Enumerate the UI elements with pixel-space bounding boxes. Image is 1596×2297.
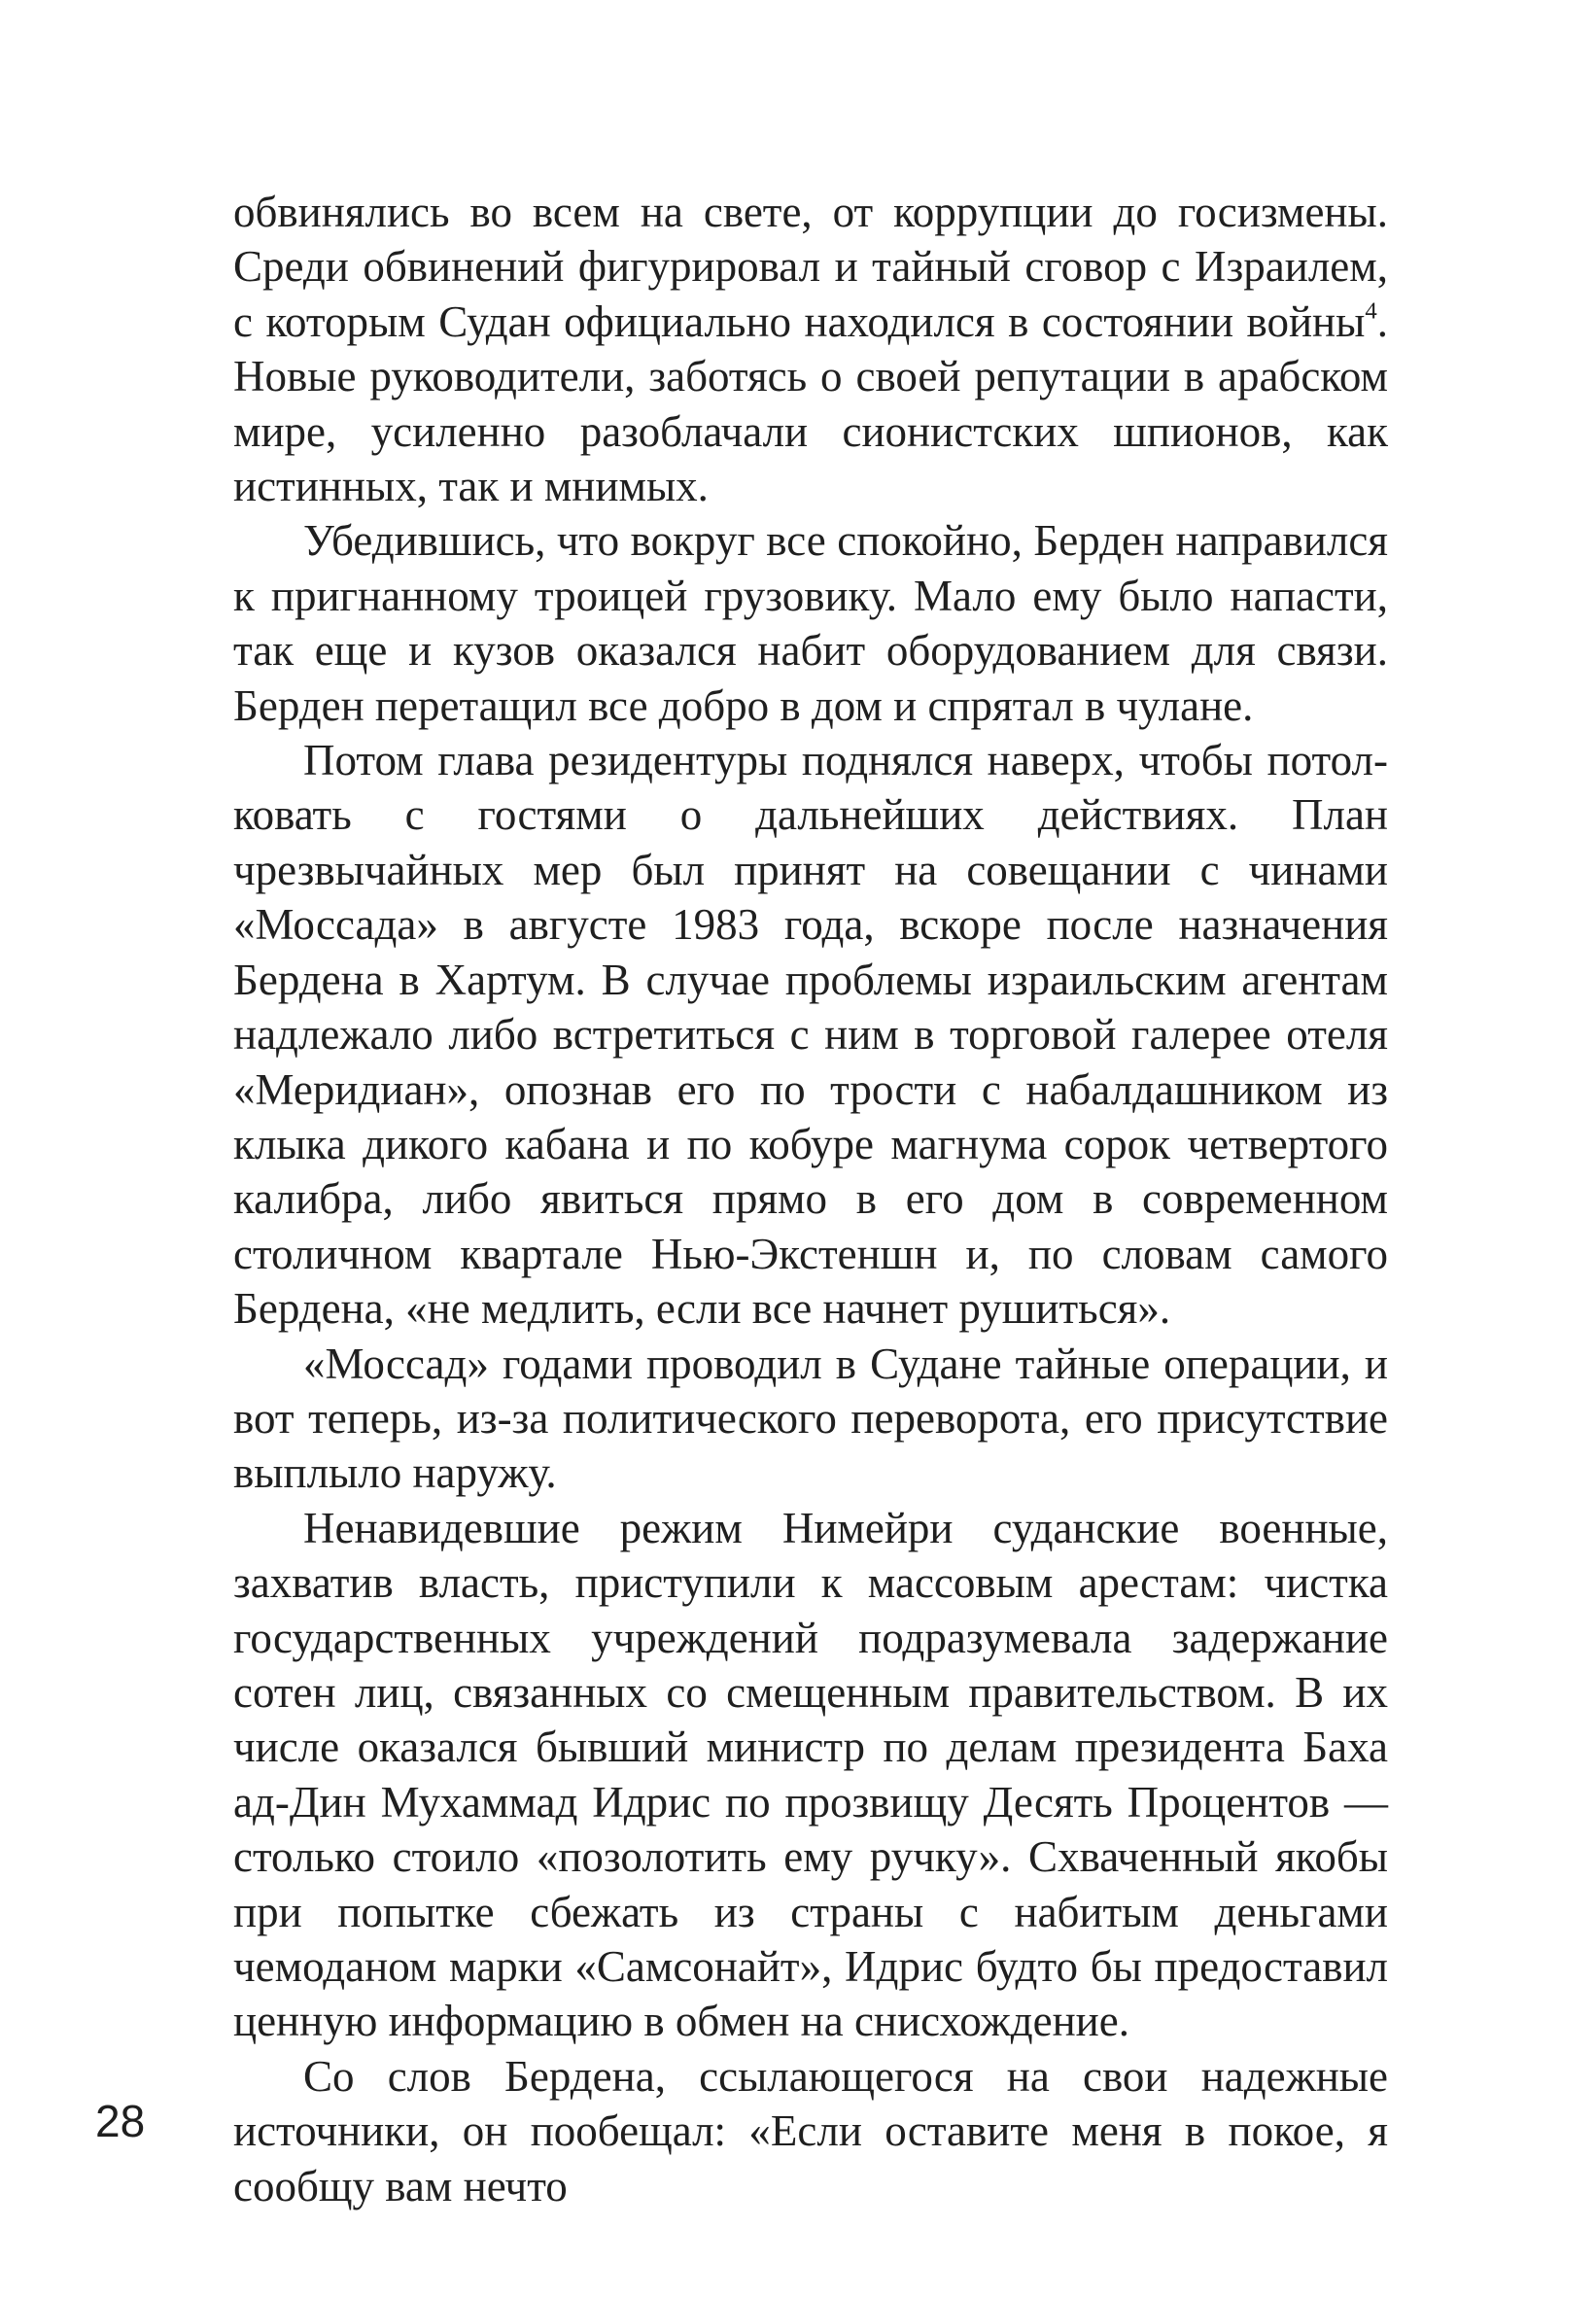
page-number: 28: [95, 2096, 146, 2146]
body-text: [233, 185, 1388, 2213]
paragraph: [233, 2049, 1388, 2213]
text-segment: Ненавидевшие режим Нимейри суданские военные, захватив власть, приступили к массовым арестам: чистка государственных учреждений подразумевала задержание сотен лиц, связанных со смещенным правительством. В их числе оказался бывший министр по делам президента Баха ад-Дин Мухаммад Идрис по прозвищу Десять Процентов — столько стоило «позолотить ему ручку». Схваченный якобы при попытке сбежать из страны с набитым деньгами чемоданом марки «Самсонайт», Идрис будто бы предоставил ценную информацию в обмен на снисхождение.: [233, 1503, 1388, 2046]
text-segment: «Моссад» годами проводил в Судане тайные операции, и вот теперь, из-за политического переворота, его присутствие выплыло наружу.: [233, 1339, 1388, 1498]
text-segment: обвинялись во всем на свете, от коррупции до госизмены. Среди обвинений фигурировал и тайный сговор с Израилем, с которым Судан официально находился в состоянии войны: [233, 188, 1388, 346]
paragraph: [233, 733, 1388, 1336]
paragraph: [233, 185, 1388, 513]
paragraph: [233, 1501, 1388, 2049]
footnote-marker: 4: [1365, 297, 1377, 325]
paragraph: [233, 513, 1388, 733]
text-segment: . Новые руководители, заботясь о своей репутации в арабском мире, усиленно разоблачали сионистских шпионов, как истинных, так и мнимых.: [233, 296, 1388, 511]
text-segment: Потом глава резидентуры поднялся наверх, чтобы потолковать с гостями о дальнейших действиях. План чрезвычайных мер был принят на совещании с чинами «Моссада» в августе 1983 года, вскоре после назначения Бердена в Хартум. В случае проблемы израильским агентам надлежало либо встретиться с ним в торговой галерее отеля «Меридиан», опознав его по трости с набалдашником из клыка дикого кабана и по кобуре магнума сорок четвертого калибра, либо явиться прямо в его дом в современном столичном квартале Нью-Экстеншн и, по словам самого Бердена, «не медлить, если все начнет рушиться».: [233, 736, 1388, 1334]
text-segment: Убедившись, что вокруг все спокойно, Берден направился к пригнанному троицей грузовику. Мало ему было напасти, так еще и кузов оказался набит оборудованием для связи. Берден перетащил все добро в дом и спрятал в чулане.: [233, 516, 1388, 730]
paragraph: [233, 1337, 1388, 1501]
text-segment: Со слов Бердена, ссылающегося на свои надежные источники, он пообещал: «Если оставите меня в покое, я сообщу вам нечто: [233, 2051, 1388, 2210]
